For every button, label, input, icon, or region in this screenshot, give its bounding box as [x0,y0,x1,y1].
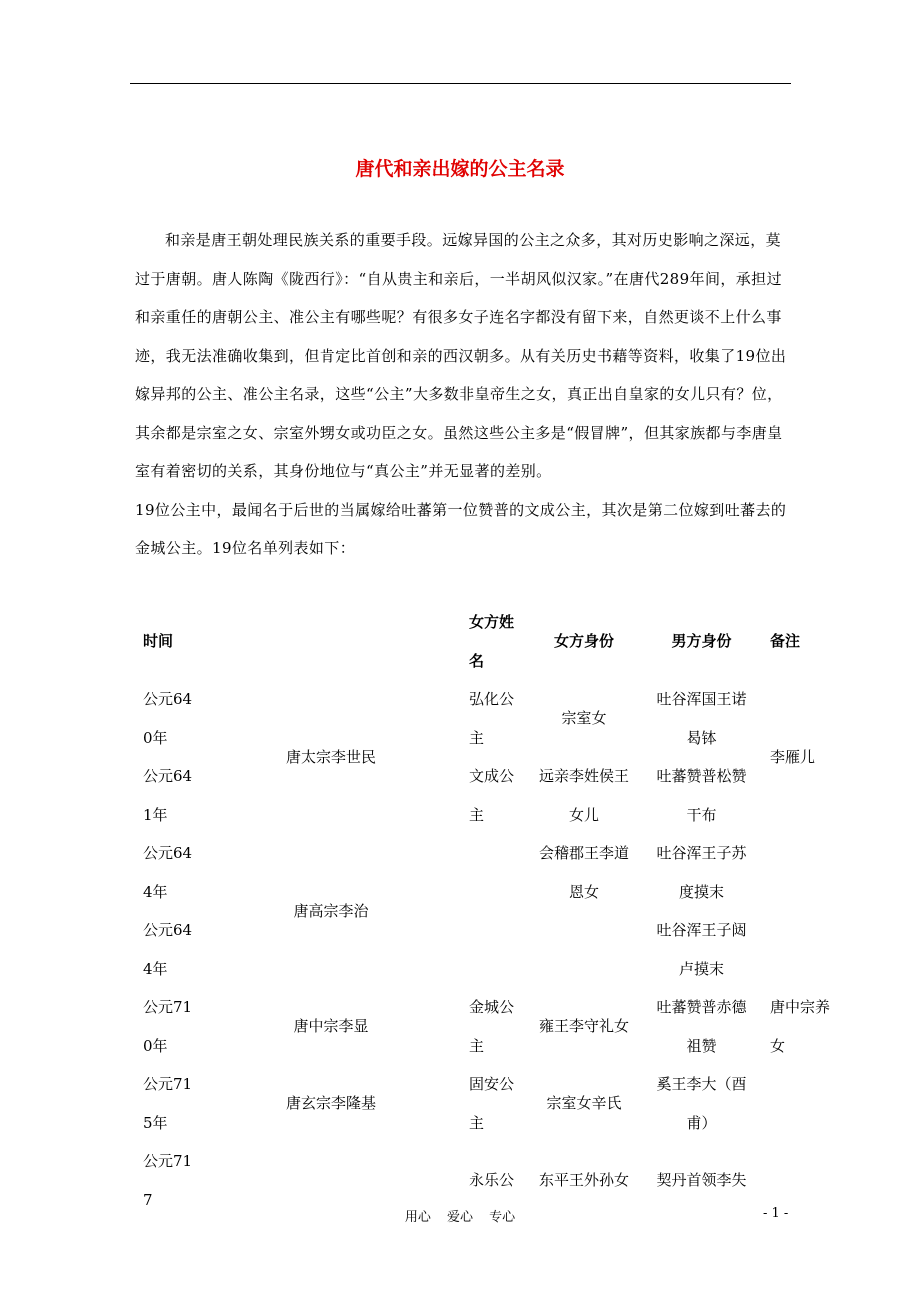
cell-female-identity [525,911,643,988]
footer-motto: 用心 爱心 专心 [404,1210,516,1225]
cell-male-identity: 吐蕃赞普松赞干布 [656,767,747,824]
table-row [133,1065,840,1142]
cell-note [760,834,840,911]
header-male-identity: 男方身份 [671,632,732,651]
cell-time: 公元644年 [143,844,193,901]
cell-female-identity: 雍王李守礼女 [538,1017,629,1036]
cell-female-identity: 宗室女辛氏 [546,1094,622,1113]
cell-emperor: 唐太宗李世民 [285,747,376,766]
intro-text [135,221,793,568]
cell-male-identity: 奚王李大（酉甫） [656,1075,747,1132]
cell-emperor: 唐玄宗李隆基 [285,1094,376,1113]
cell-name: 金城公主 [469,998,515,1055]
page-number: - 1 - [763,1206,789,1221]
cell-time: 公元715年 [143,1075,193,1132]
table-row [133,680,840,757]
cell-male-identity: 吐谷浑国王诺曷钵 [656,690,747,747]
cell-female-identity: 远亲李姓侯王女儿 [538,767,629,824]
cell-male-identity: 契丹首领李失 [656,1171,747,1190]
intro-paragraph-2: 19位公主中，最闻名于后世的当属嫁给吐蕃第一位赞普的文成公主，其次是第二位嫁到吐蕃去的金城公主。19位名单列表如下： [135,500,787,557]
cell-note: 唐中宗养女 [770,998,831,1055]
cell-time: 公元717 [143,1152,193,1209]
cell-emperor: 唐中宗李显 [293,1017,369,1036]
cell-time: 公元640年 [143,690,193,747]
cell-name [459,911,525,988]
header-note: 备注 [770,632,801,651]
cell-female-identity: 会稽郡王李道恩女 [538,844,629,901]
cell-emperor: 唐高宗李治 [293,901,369,920]
cell-female-identity: 宗室女 [561,709,607,728]
header-emperor [203,603,459,680]
table-row [133,988,840,1065]
intro-paragraph-1: 和亲是唐王朝处理民族关系的重要手段。远嫁异国的公主之众多，其对历史影响之深远，莫过于唐朝。唐人陈陶《陇西行》：“自从贵主和亲后，一半胡风似汉家。”在唐代289年间，承担过和亲重任的唐朝公主、准公主有哪些呢？有很多女子连名字都没有留下来，自然更谈不上什么事迹，我无法准确收集到，但肯定比首创和亲的西汉朝多。从有关历史书藉等资料，收集了19位出嫁异邦的公主、准公主名录，这些“公主”大多数非皇帝生之女，真正出自皇家的女儿只有？位，其余都是宗室之女、宗室外甥女或功臣之女。虽然这些公主多是“假冒牌”，但其家族都与李唐皇室有着密切的关系，其身份地位与“真公主”并无显著的差别。 [135,231,787,480]
cell-note: 李雁儿 [770,747,816,766]
cell-name [459,834,525,911]
document-title: 唐代和亲出嫁的公主名录 [355,158,565,180]
cell-time: 公元641年 [143,767,193,824]
header-name: 女方姓名 [469,613,515,670]
table-row [133,834,840,911]
header-rule [130,83,791,84]
header-time: 时间 [143,632,174,651]
table-header-row [133,603,840,680]
cell-name: 永乐公 [469,1171,515,1190]
cell-male-identity: 吐谷浑王子苏度摸末 [656,844,747,901]
cell-name: 固安公主 [469,1075,515,1132]
header-female-identity: 女方身份 [553,632,614,651]
cell-time: 公元710年 [143,998,193,1055]
cell-male-identity: 吐蕃赞普赤德祖赞 [656,998,747,1055]
cell-name: 文成公主 [469,767,515,824]
cell-male-identity: 吐谷浑王子闼卢摸末 [656,921,747,978]
cell-name: 弘化公主 [469,690,515,747]
cell-note [760,1065,840,1142]
princess-table [133,603,840,1219]
cell-note [760,911,840,988]
cell-female-identity: 东平王外孙女 [538,1171,629,1190]
cell-time: 公元644年 [143,921,193,978]
